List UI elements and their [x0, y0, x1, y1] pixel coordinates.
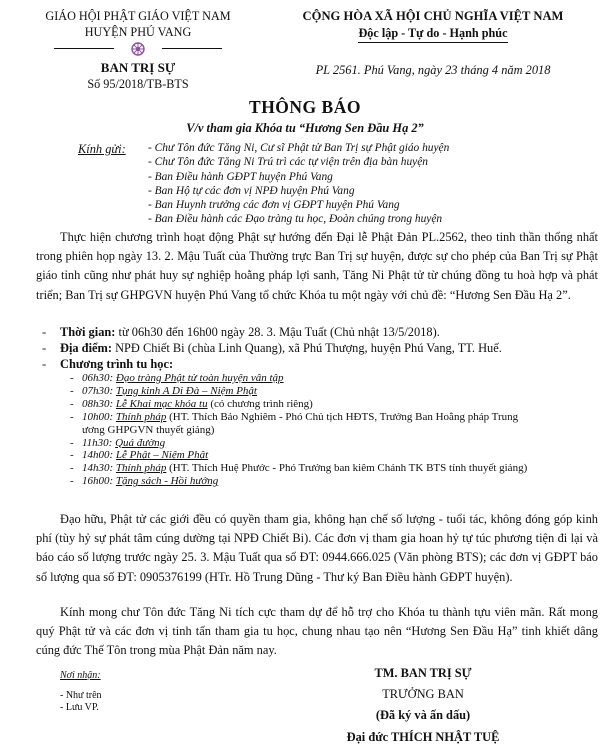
dharma-wheel-icon	[131, 42, 145, 60]
closing-paragraph: Kính mong chư Tôn đức Tăng Ni tích cực tham dự để hỗ trợ cho Khóa tu thành tựu viên mãn. Rất mong quý Phật tử và các đơn vị tinh tấn tham gia tu học, chung nhau tạo nên “Hương Sen Đầu Hạ” tinh khiết dâng cúng đức Thế Tôn trong mùa Phật Đản năm nay.	[36, 605, 598, 658]
list-item: - Ban Hộ tự các đơn vị NPĐ huyện Phú Vang	[148, 184, 355, 197]
national-motto: Độc lập - Tự do - Hạnh phúc	[358, 25, 508, 40]
event-details	[36, 324, 596, 488]
org-district: HUYỆN PHÚ VANG	[84, 25, 192, 40]
motto-underline	[358, 42, 508, 43]
recipients-list	[148, 141, 588, 227]
program-label: Chương trình tu học:	[60, 357, 174, 371]
header-left	[18, 8, 258, 92]
header-right	[268, 8, 598, 78]
location-detail: - Địa điểm: NPĐ Chiết Bi (chùa Linh Quang), xã Phú Thượng, huyện Phú Vang, TT. Huế.	[42, 341, 502, 355]
noi-nhan-label: Nơi nhận:	[60, 670, 101, 681]
program-schedule	[60, 372, 596, 488]
recipients-footer	[60, 670, 102, 714]
country-name: CỘNG HÒA XÃ HỘI CHỦ NGHĨA VIỆT NAM	[302, 9, 564, 23]
recipients-label: Kính gửi:	[78, 142, 126, 156]
schedule-item: - 14h00: Lễ Phật – Niệm Phật	[70, 449, 209, 462]
list-item: - Như trên	[60, 690, 102, 701]
schedule-item: - 16h00: Tặng sách - Hồi hướng	[70, 475, 219, 488]
list-item: - Chư Tôn đức Tăng Ni, Cư sĩ Phật tử Ban Trị sự Phật giáo huyện	[148, 142, 450, 154]
header-left-rule	[162, 48, 222, 49]
schedule-item: - 11h30: Quá đường	[70, 436, 166, 449]
list-item: - Ban Điều hành GĐPT huyện Phú Vang	[148, 170, 333, 183]
intro-paragraph: Thực hiện chương trình hoạt động Phật sự hướng đến Đại lễ Phật Đản PL.2562, theo tinh thần thống nhất trong phiên họp ngày 13. 2. Mậu Tuất của Thường trực Ban Trị sự huyện, được sự cho phép của Ban Trị sự Phật giáo tỉnh cũng như phát huy sự nghiệp hoằng pháp lợi sanh, Tăng Ni Phật tử từ chúng đồng tu hoà hợp và phát triển; Ban Trị sự GHPGVN huyện Phú Vang tổ chức Khóa tu một ngày với chủ đề: “Hương Sen Đầu Hạ 2”.	[36, 230, 598, 302]
time-detail: - Thời gian: từ 06h30 đến 16h00 ngày 28. 3. Mậu Tuất (Chủ nhật 13/5/2018).	[42, 325, 440, 339]
schedule-item: - 10h00: Thính pháp (HT. Thích Bảo Nghiêm - Phó Chủ tịch HĐTS, Trưởng Ban Hoằng pháp Trung ương GHPGVN thuyết giảng)	[70, 410, 519, 436]
list-item: - Lưu VP.	[60, 702, 99, 713]
location-label: Địa điểm:	[60, 341, 112, 355]
schedule-item: - 08h30: Lễ Khai mạc khóa tu (có chương trình riêng)	[70, 397, 313, 410]
signer-name: Đại đức THÍCH NHẬT TUỆ	[346, 729, 500, 744]
program-detail: - Chương trình tu học: - 06h30: Đạo tràng Phật tử toàn huyện vân tập - 07h30: Tụng kinh A Di Đà – Niệm Phật - 08h30: Lễ Khai mạc khóa tu (có chương trình riêng) - 10h00: Thính pháp (HT. Thích Bảo Nghiêm - Phó Chủ tịch HĐTS, Trưởng Ban Hoằng pháp Trung ương GHPGVN thuyết giảng) - 11h30: Quá đường - 14h00: Lễ Phật – Niệm Phật - 14h30: Thính pháp (HT. Thích Huệ Phước - Phó Trưởng ban kiêm Chánh TK BTS tỉnh thuyết giảng) - 16h00: Tặng sách - Hồi hướng	[36, 356, 596, 488]
location-value: NPĐ Chiết Bi (chùa Linh Quang), xã Phú Thượng, huyện Phú Vang, TT. Huế.	[111, 341, 502, 355]
participation-paragraph: Đạo hữu, Phật tử các giới đều có quyền tham gia, không hạn chế số lượng - tuổi tác, không đóng góp kinh phí (tùy hỷ sự phát tâm cúng dường tại NPĐ Chiết Bi). Các đơn vị tham gia hoan hỷ tự túc phương tiện đi lại và báo cáo số lượng trước ngày 25. 3. Mậu Tuất qua số ĐT: 0944.666.025 (Văn phòng BTS); các đơn vị GĐPT báo số lượng qua số ĐT: 0905376199 (HTr. Hồ Trung Dũng - Thư ký Ban Điều hành GĐPT huyện).	[36, 512, 598, 584]
signature-org: TM. BAN TRỊ SỰ	[374, 666, 472, 680]
schedule-item: - 06h30: Đạo tràng Phật tử toàn huyện vân tập	[70, 372, 284, 384]
org-name: GIÁO HỘI PHẬT GIÁO VIỆT NAM	[45, 9, 231, 23]
header-left-rule	[54, 48, 114, 49]
signature-title: TRƯỞNG BAN	[382, 687, 464, 702]
list-item: - Ban Điều hành các Đạo tràng tu học, Đoàn chúng trong huyện	[148, 213, 443, 226]
dept-name: BAN TRỊ SỰ	[100, 60, 176, 76]
time-value: từ 06h30 đến 16h00 ngày 28. 3. Mậu Tuất (Chủ nhật 13/5/2018).	[115, 325, 440, 339]
schedule-item: - 14h30: Thính pháp (HT. Thích Huệ Phước - Phó Trưởng ban kiêm Chánh TK BTS tỉnh thuyết giảng)	[70, 462, 528, 475]
signature-block	[318, 663, 528, 748]
time-label: Thời gian:	[60, 325, 116, 339]
signature-note: (Đã ký và ấn dấu)	[375, 708, 471, 723]
page-title: THÔNG BÁO	[249, 97, 361, 117]
list-item: - Chư Tôn đức Tăng Ni Trú trì các tự viện trên địa bàn huyện	[148, 156, 428, 169]
place-date: PL 2561. Phú Vang, ngày 23 tháng 4 năm 2018	[315, 62, 551, 77]
document-subject: V/v tham gia Khóa tu “Hương Sen Đầu Hạ 2”	[186, 121, 424, 135]
schedule-item: - 07h30: Tụng kinh A Di Đà – Niệm Phật	[70, 384, 257, 397]
document-number: Số 95/2018/TB-BTS	[87, 77, 189, 92]
list-item: - Ban Huynh trưởng các đơn vị GĐPT huyện Phú Vang	[148, 199, 400, 212]
